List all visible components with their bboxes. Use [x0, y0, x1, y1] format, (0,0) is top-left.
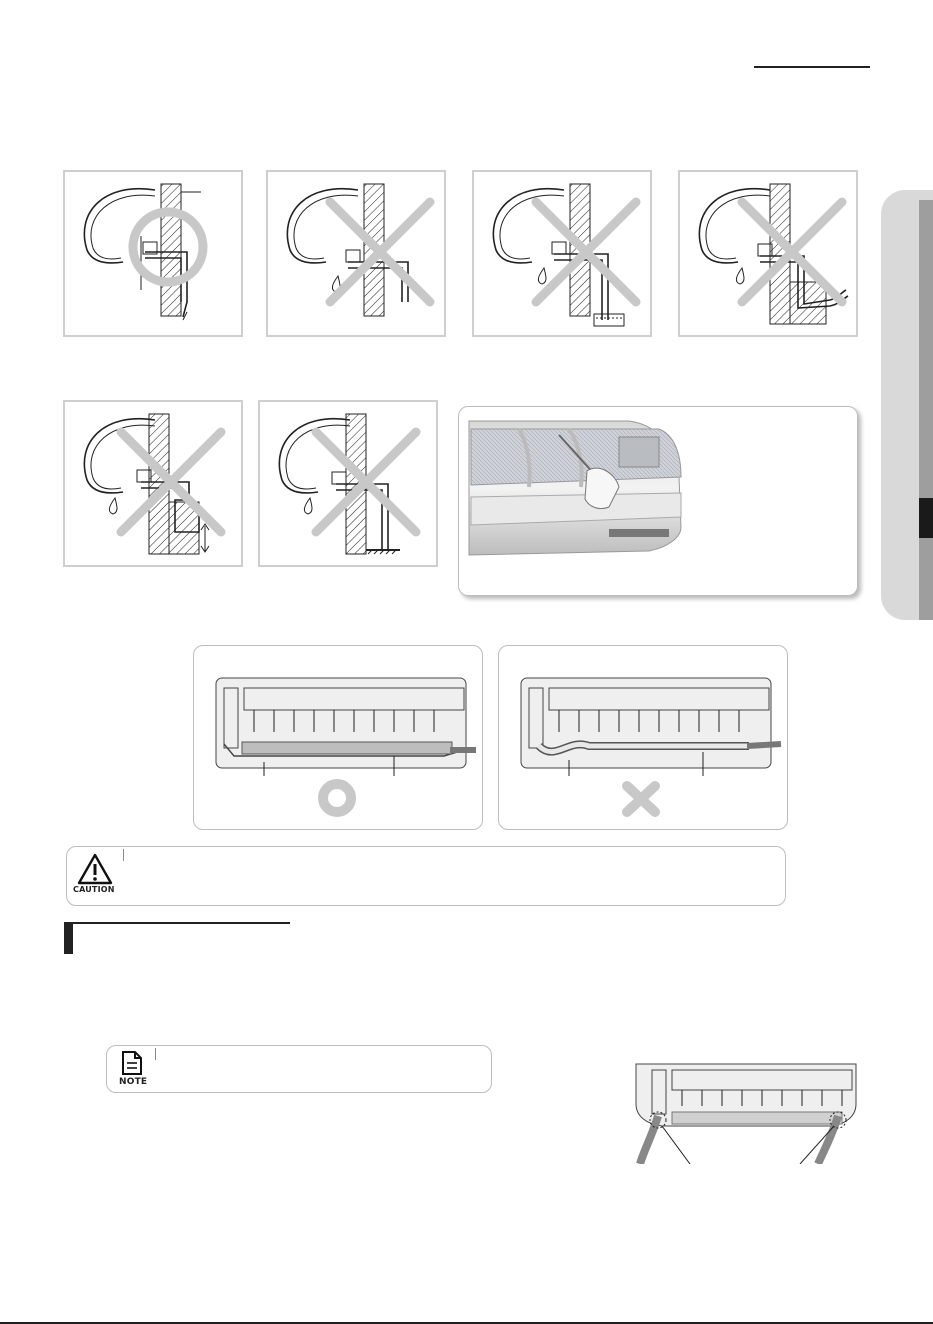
- water-pour-illustration: [458, 406, 858, 596]
- header-rule: [754, 66, 870, 68]
- caution-label: CAUTION: [73, 885, 115, 894]
- drain-diagram-wrong-3: [678, 170, 858, 337]
- drain-diagram-correct: [63, 170, 243, 337]
- note-divider: [155, 1048, 156, 1060]
- drain-diagram-wrong-4: [63, 400, 243, 567]
- note-box: [106, 1045, 492, 1093]
- caution-triangle-icon: [77, 853, 113, 885]
- hose-position-correct-panel: [193, 645, 483, 830]
- caution-box: [66, 846, 786, 906]
- chapter-sidebar-strip: [919, 200, 933, 620]
- drain-diagram-wrong-5: [258, 400, 438, 567]
- hose-position-wrong-panel: [498, 645, 788, 830]
- section-heading-marker: [64, 922, 73, 954]
- hose-exit-illustration: [632, 1060, 862, 1164]
- correct-o-mark: [323, 784, 351, 812]
- wrong-x-mark-bottom: [627, 786, 655, 812]
- note-label: NOTE: [119, 1077, 148, 1087]
- note-document-icon: [121, 1050, 143, 1076]
- chapter-sidebar-active-tab: [919, 498, 933, 538]
- drain-diagram-wrong-2: [472, 170, 652, 337]
- caution-divider: [123, 849, 124, 861]
- drain-diagram-wrong-1: [266, 170, 446, 337]
- section-heading-rule: [64, 922, 290, 924]
